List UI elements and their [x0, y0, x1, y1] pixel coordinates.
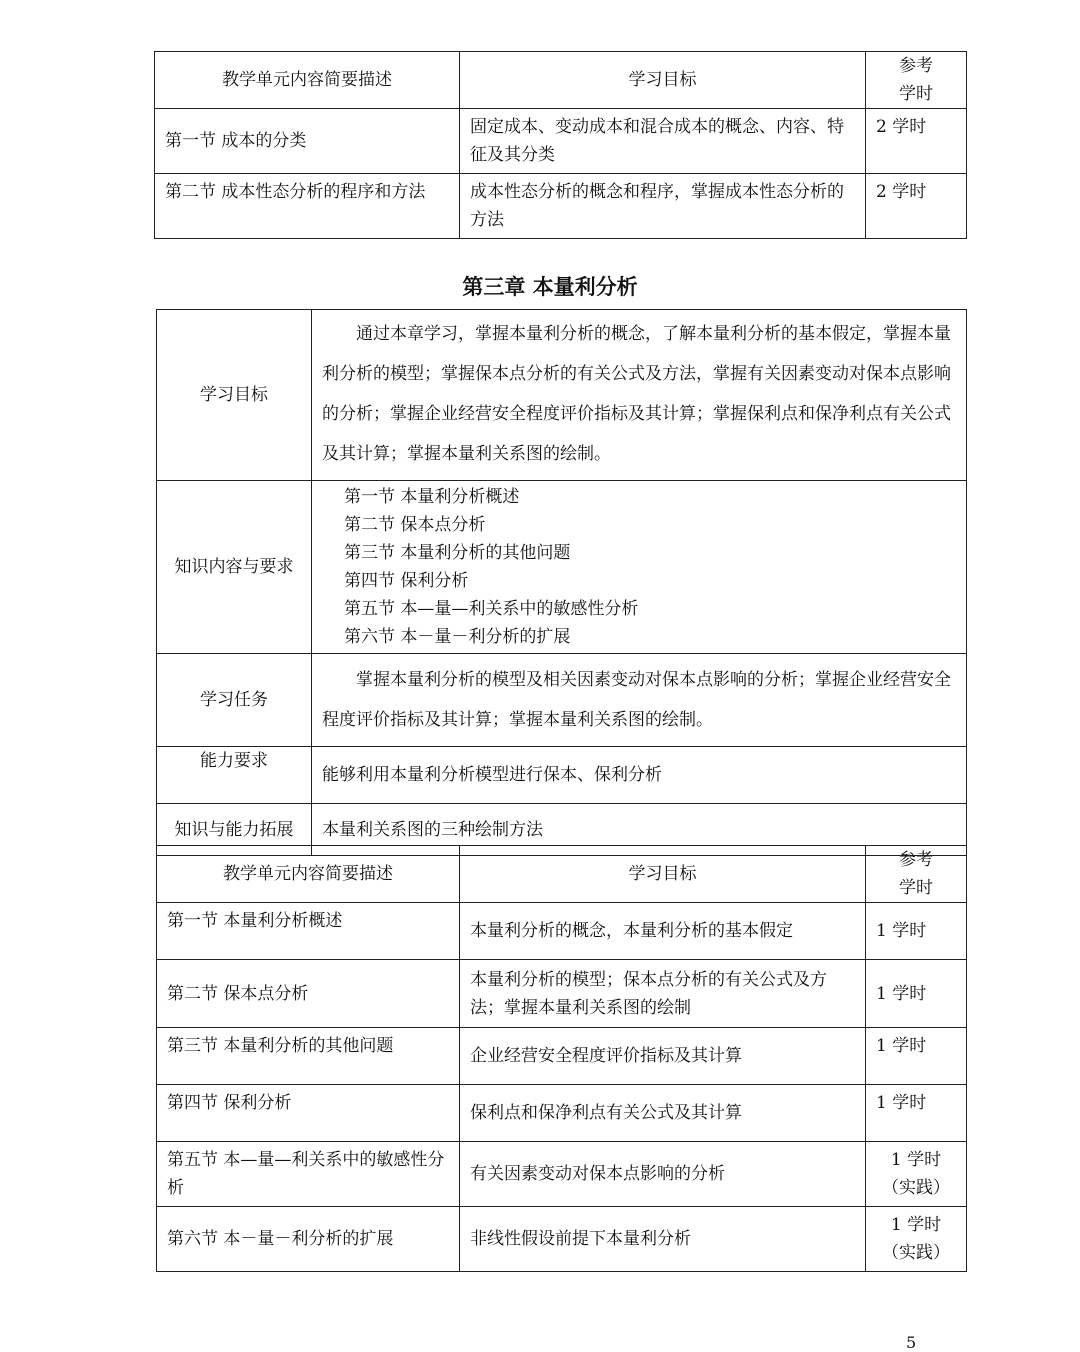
objectives-row	[157, 310, 967, 481]
table-row	[157, 1085, 967, 1142]
table-row	[157, 1142, 967, 1207]
row-hours: 1 学时	[866, 1085, 967, 1142]
extension-text: 本量利关系图的三种绘制方法	[312, 804, 967, 856]
list-item: 第一节 本量利分析概述	[344, 487, 520, 507]
objectives-label: 学习目标	[157, 310, 312, 481]
row-hours: 1 学时	[866, 903, 967, 960]
row-goal: 本量利分析的概念，本量利分析的基本假定	[460, 903, 866, 960]
header-desc: 教学单元内容简要描述	[157, 846, 460, 903]
row-desc: 第一节 成本的分类	[155, 109, 460, 174]
row-desc: 第六节 本－量－利分析的扩展	[157, 1207, 460, 1272]
knowledge-list	[312, 481, 967, 654]
row-desc: 第二节 保本点分析	[157, 960, 460, 1028]
objectives-text: 通过本章学习，掌握本量利分析的概念，了解本量利分析的基本假定，掌握本量利分析的模型；掌握保本点分析的有关公式及方法，掌握有关因素变动对保本点影响的分析；掌握企业经营安全程度评价指标及其计算；掌握保利点和保净利点有关公式及其计算；掌握本量利关系图的绘制。	[312, 310, 967, 481]
row-hours: 1 学时 （实践）	[866, 1207, 967, 1272]
table-row	[157, 1028, 967, 1085]
chapter-unit-table	[156, 845, 967, 1272]
tasks-label: 学习任务	[157, 654, 312, 747]
header-hours: 参考 学时	[866, 52, 967, 109]
row-desc: 第二节 成本性态分析的程序和方法	[155, 174, 460, 239]
list-item: 第二节 保本点分析	[344, 515, 486, 535]
chapter-info-table	[156, 309, 967, 856]
header-goal: 学习目标	[460, 52, 866, 109]
list-item: 第六节 本－量－利分析的扩展	[344, 627, 571, 647]
row-hours: 1 学时 （实践）	[866, 1142, 967, 1207]
row-desc: 第五节 本—量—利关系中的敏感性分析	[157, 1142, 460, 1207]
row-goal: 成本性态分析的概念和程序，掌握成本性态分析的方法	[460, 174, 866, 239]
row-goal: 非线性假设前提下本量利分析	[460, 1207, 866, 1272]
extension-label: 知识与能力拓展	[157, 804, 312, 856]
row-hours: 2 学时	[866, 109, 967, 174]
table-row	[155, 109, 967, 174]
row-hours: 1 学时	[866, 1028, 967, 1085]
header-hours: 参考 学时	[866, 846, 967, 903]
row-desc: 第三节 本量利分析的其他问题	[157, 1028, 460, 1085]
table-header-row	[155, 52, 967, 109]
row-hours: 2 学时	[866, 174, 967, 239]
tasks-row	[157, 654, 967, 747]
hours-note: （实践）	[882, 1178, 950, 1198]
chapter-title: 第三章 本量利分析	[462, 274, 638, 299]
knowledge-label: 知识内容与要求	[157, 481, 312, 654]
tasks-text: 掌握本量利分析的模型及相关因素变动对保本点影响的分析；掌握企业经营安全程度评价指标及其计算；掌握本量利关系图的绘制。	[312, 654, 967, 747]
table-header-row	[157, 846, 967, 903]
list-item: 第四节 保利分析	[344, 571, 469, 591]
ability-label: 能力要求	[157, 747, 312, 804]
hours-note: （实践）	[882, 1243, 950, 1263]
header-goal: 学习目标	[460, 846, 866, 903]
ability-text: 能够利用本量利分析模型进行保本、保利分析	[312, 747, 967, 804]
row-desc: 第一节 本量利分析概述	[157, 903, 460, 960]
table-row	[157, 1207, 967, 1272]
row-goal: 保利点和保净利点有关公式及其计算	[460, 1085, 866, 1142]
table-row	[157, 960, 967, 1028]
row-desc: 第四节 保利分析	[157, 1085, 460, 1142]
knowledge-row	[157, 481, 967, 654]
table-row	[157, 903, 967, 960]
header-desc: 教学单元内容简要描述	[155, 52, 460, 109]
row-goal: 本量利分析的模型；保本点分析的有关公式及方法；掌握本量利关系图的绘制	[460, 960, 866, 1028]
row-hours: 1 学时	[866, 960, 967, 1028]
top-unit-table	[154, 51, 967, 239]
list-item: 第三节 本量利分析的其他问题	[344, 543, 571, 563]
table-row	[155, 174, 967, 239]
row-goal: 企业经营安全程度评价指标及其计算	[460, 1028, 866, 1085]
ability-row	[157, 747, 967, 804]
list-item: 第五节 本—量—利关系中的敏感性分析	[344, 599, 639, 619]
row-goal: 固定成本、变动成本和混合成本的概念、内容、特征及其分类	[460, 109, 866, 174]
row-goal: 有关因素变动对保本点影响的分析	[460, 1142, 866, 1207]
page-number: 5	[906, 1333, 917, 1352]
